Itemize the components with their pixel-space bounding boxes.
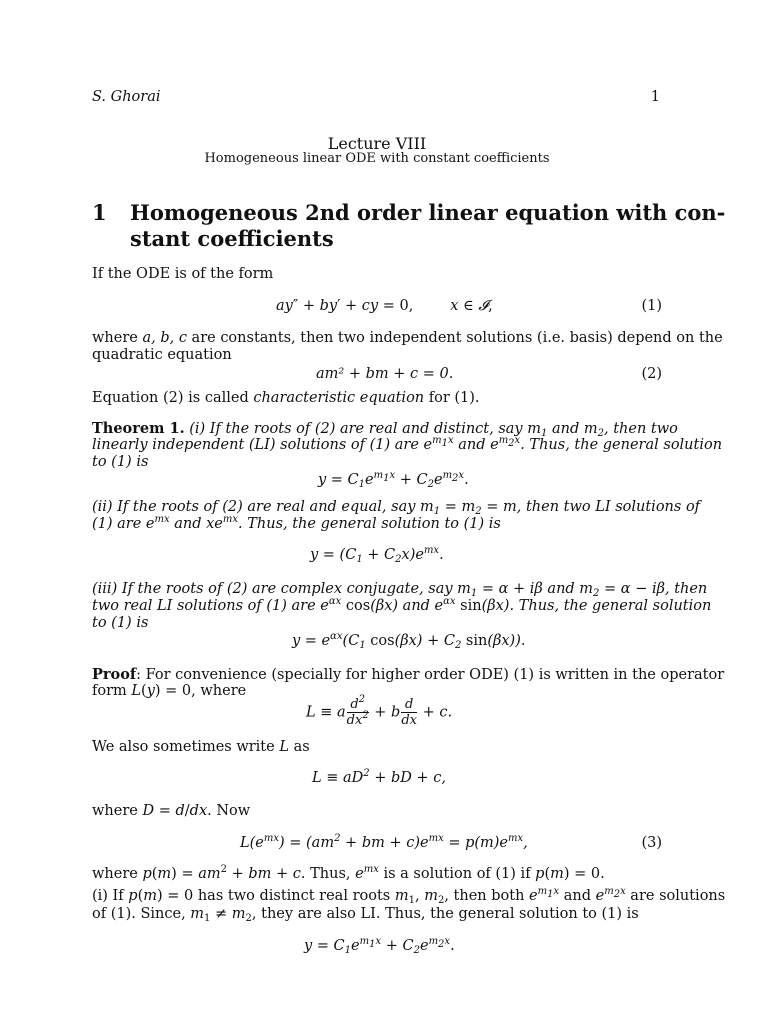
operator-definition: L ≡ a $\frac{d^2}{dx^2}$ + b $\frac{d}{dx}$ + c.: [306, 694, 453, 728]
equation-2-number: (2): [641, 366, 662, 382]
theorem-i-solution: $y = C_1e^{m_1x} + C_2e^{m_2x}$.: [318, 470, 469, 490]
proof-line2: form L(y) = 0, where: [92, 683, 247, 699]
paragraph-characteristic: Equation (2) is called characteristic equation for (1).: [92, 390, 480, 406]
section-title-line2: stant coefficients: [130, 226, 334, 251]
paragraph-where: where a, b, c are constants, then two independent solutions (i.e. basis) depend on the: [92, 330, 723, 346]
paragraph-where-2: quadratic equation: [92, 347, 232, 363]
theorem-ii-line2: (1) are $e^{mx}$ and $xe^{mx}$. Thus, the general solution to (1) is: [92, 514, 501, 532]
case-i-solution: $y = C_1e^{m_1x} + C_2e^{m_2x}$.: [304, 936, 455, 956]
equation-3: $L(e^{mx}) = (am^2$ + bm + $c)e^{mx} = p(m)e^{mx}$,: [240, 833, 528, 851]
theorem-iii-line1: (iii) If the roots of (2) are complex conjugate, say $m_1 = \alpha + i\beta$ and $m_2 = \alpha - i\beta$, then: [92, 581, 708, 599]
equation-1: ay″ + by′ + cy = 0, x ∈ 𝓘,: [276, 298, 493, 314]
equation-1-number: (1): [641, 298, 662, 314]
section-title-line1: Homogeneous 2nd order linear equation with con-: [130, 200, 726, 225]
theorem-iii-line3: to (1) is: [92, 615, 149, 631]
paragraph-case-i-line1: (i) If p(m) = 0 has two distinct real roots $m_1$, $m_2$, then both $e^{m_1x}$ and $e^{m_2x}$ are solutions: [92, 886, 726, 906]
theorem-ii-solution: $y = (C_1 + C_2x)e^{mx}$.: [310, 545, 444, 565]
theorem-iii-solution: $y = e^{\alpha x}(C_1$ $\cos(\beta x) + C_2$ sin(βx)).: [292, 631, 526, 651]
theorem-label: Theorem 1.: [92, 420, 185, 437]
section-number: 1: [92, 200, 107, 225]
theorem-i-line2: linearly independent (LI) solutions of (1) are $e^{m_1x}$ and $e^{m_2x}$. Thus, the general solution: [92, 435, 723, 453]
theorem-iii-line2: two real LI solutions of (1) are $e^{\alpha x}$ cos(βx) and $e^{\alpha x}$ sin(βx). Thus, the general solution: [92, 596, 712, 614]
paragraph-where-p: where $p(m) = am^2$ + bm + c. Thus, $e^{mx}$ is a solution of (1) if p(m) = 0.: [92, 864, 605, 882]
theorem-i-line1: Theorem 1. (i) If the roots of (2) are real and distinct, say $m_1$ and $m_2$, then two: [92, 420, 678, 439]
equation-3-number: (3): [641, 835, 662, 851]
author-header: S. Ghorai: [92, 89, 161, 105]
lecture-title: Lecture VIII: [327, 134, 427, 153]
page-number: 1: [650, 89, 660, 105]
equation-2: am² + bm + c = 0.: [316, 366, 454, 382]
paragraph-case-i-line2: of (1). Since, $m_1 \ne m_2$, they are also LI. Thus, the general solution to (1) is: [92, 906, 639, 924]
lecture-subtitle: Homogeneous linear ODE with constant coefficients: [204, 151, 550, 166]
proof-line1: Proof: For convenience (specially for higher order ODE) (1) is written in the operator: [92, 666, 725, 683]
paragraph-where-d: where D = d/dx. Now: [92, 803, 251, 819]
theorem-ii-line1: (ii) If the roots of (2) are real and equal, say $m_1 = m_2 = m$, then two LI solutions of: [92, 499, 701, 517]
proof-label: Proof: [92, 666, 137, 683]
paragraph-intro: If the ODE is of the form: [92, 266, 274, 282]
paragraph-also-write: We also sometimes write L as: [92, 739, 310, 755]
theorem-i-line3: to (1) is: [92, 454, 149, 470]
operator-d-form: $L \equiv aD^2$ + bD + c,: [312, 768, 447, 786]
